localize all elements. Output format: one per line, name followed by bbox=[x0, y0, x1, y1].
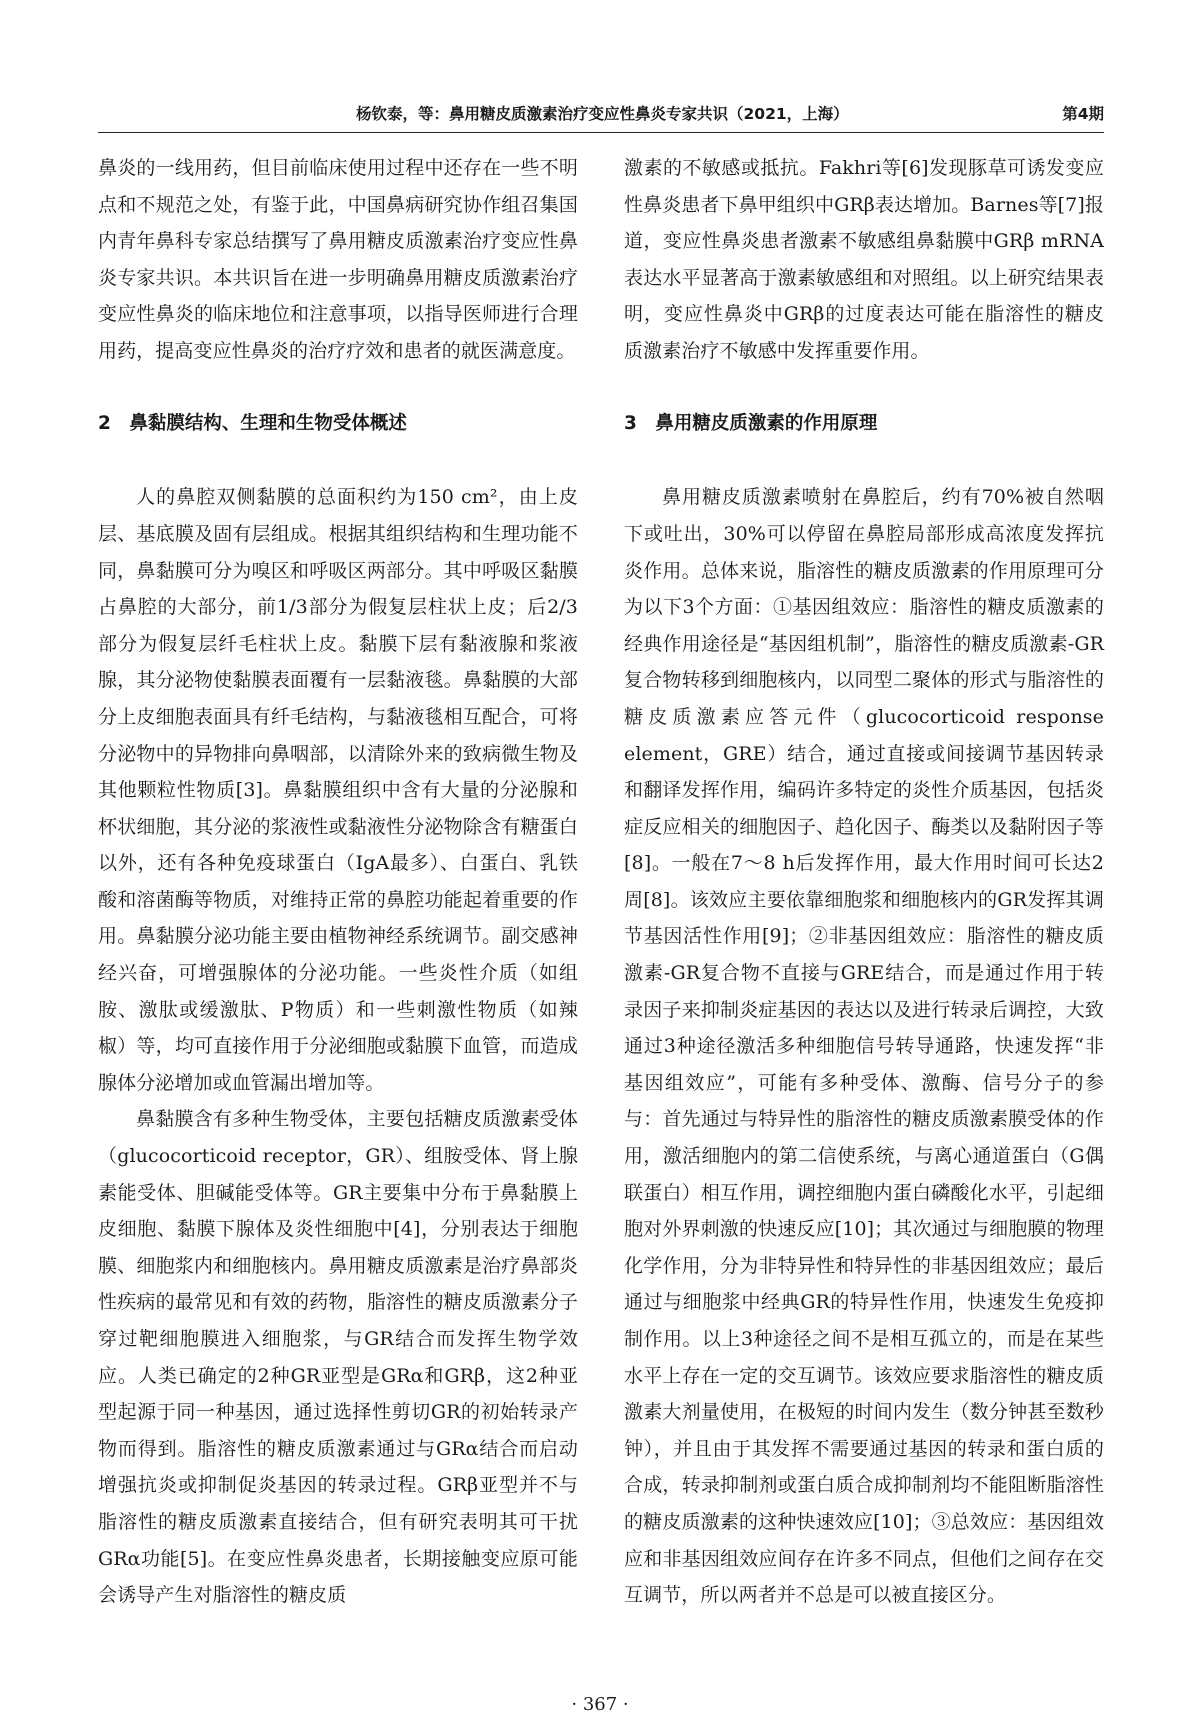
section-2-heading: 2 鼻黏膜结构、生理和生物受体概述 bbox=[98, 413, 407, 435]
gr-beta-continuation-paragraph: 激素的不敏感或抵抗。Fakhri等[6]发现豚草可诱发变应性鼻炎患者下鼻甲组织中GRβ表达增加。Barnes等[7]报道，变应性鼻炎患者激素不敏感组鼻黏膜中GRβ mRNA表达水平显著高于激素敏感组和对照组。以上研究结果表明，变应性鼻炎中GRβ的过度表达可能在脂溶性的糖皮质激素治疗不敏感中发挥重要作用。 bbox=[624, 157, 1104, 362]
page-number: · 367 · bbox=[571, 1694, 629, 1715]
running-header bbox=[98, 96, 1104, 133]
running-title: 杨钦泰，等：鼻用糖皮质激素治疗变应性鼻炎专家共识（2021，上海） bbox=[356, 105, 849, 123]
mucosa-structure-paragraph: 人的鼻腔双侧黏膜的总面积约为150 cm²，由上皮层、基底膜及固有层组成。根据其组织结构和生理功能不同，鼻黏膜可分为嗅区和呼吸区两部分。其中呼吸区黏膜占鼻腔的大部分，前1/3部分为假复层柱状上皮；后2/3部分为假复层纤毛柱状上皮。黏膜下层有黏液腺和浆液腺，其分泌物使黏膜表面覆有一层黏液毯。鼻黏膜的大部分上皮细胞表面具有纤毛结构，与黏液毯相互配合，可将分泌物中的异物排向鼻咽部，以清除外来的致病微生物及其他颗粒性物质[3]。鼻黏膜组织中含有大量的分泌腺和杯状细胞，其分泌的浆液性或黏液性分泌物除含有糖蛋白以外，还有各种免疫球蛋白（IgA最多）、白蛋白、乳铁酸和溶菌酶等物质，对维持正常的鼻腔功能起着重要的作用。鼻黏膜分泌功能主要由植物神经系统调节。副交感神经兴奋，可增强腺体的分泌功能。一些炎性介质（如组胺、激肽或缓激肽、P物质）和一些刺激性物质（如辣椒）等，均可直接作用于分泌细胞或黏膜下血管，而造成腺体分泌增加或血管漏出增加等。 bbox=[98, 486, 578, 1094]
mechanism-paragraph: 鼻用糖皮质激素喷射在鼻腔后，约有70%被自然咽下或吐出，30%可以停留在鼻腔局部形成高浓度发挥抗炎作用。总体来说，脂溶性的糖皮质激素的作用原理可分为以下3个方面：①基因组效应：脂溶性的糖皮质激素的经典作用途径是“基因组机制”，脂溶性的糖皮质激素-GR复合物转移到细胞核内，以同型二聚体的形式与脂溶性的糖皮质激素应答元件（glucocorticoid response element，GRE）结合，通过直接或间接调节基因转录和翻译发挥作用，编码许多特定的炎性介质基因，包括炎症反应相关的细胞因子、趋化因子、酶类以及黏附因子等[8]。一般在7～8 h后发挥作用，最大作用时间可长达2周[8]。该效应主要依靠细胞浆和细胞核内的GR发挥其调节基因活性作用[9]；②非基因组效应：脂溶性的糖皮质激素-GR复合物不直接与GRE结合，而是通过作用于转录因子来抑制炎症基因的表达以及进行转录后调控，大致通过3种途径激活多种细胞信号转导通路，快速发挥“非基因组效应”，可能有多种受体、激酶、信号分子的参与：首先通过与特异性的脂溶性的糖皮质激素膜受体的作用，激活细胞内的第二信使系统，与离心通道蛋白（G偶联蛋白）相互作用，调控细胞内蛋白磷酸化水平，引起细胞对外界刺激的快速反应[10]；其次通过与细胞膜的物理化学作用，分为非特异性和特异性的非基因组效应；最后通过与细胞浆中经典GR的特异性作用，快速发生免疫抑制作用。以上3种途径之间不是相互孤立的，而是在某些水平上存在一定的交互调节。该效应要求脂溶性的糖皮质激素大剂量使用，在极短的时间内发生（数分钟甚至数秒钟），并且由于其发挥不需要通过基因的转录和蛋白质的合成，转录抑制剂或蛋白质合成抑制剂均不能阻断脂溶性的糖皮质激素的这种快速效应[10]；③总效应：基因组效应和非基因组效应间存在许多不同点，但他们之间存在交互调节，所以两者并不总是可以被直接区分。 bbox=[624, 486, 1104, 1607]
right-column bbox=[624, 150, 1104, 1614]
intro-continuation-paragraph: 鼻炎的一线用药，但目前临床使用过程中还存在一些不明点和不规范之处，有鉴于此，中国鼻病研究协作组召集国内青年鼻科专家总结撰写了鼻用糖皮质激素治疗变应性鼻炎专家共识。本共识旨在进一步明确鼻用糖皮质激素治疗变应性鼻炎的临床地位和注意事项，以指导医师进行合理用药，提高变应性鼻炎的治疗疗效和患者的就医满意度。 bbox=[98, 157, 578, 362]
section-3-heading: 3 鼻用糖皮质激素的作用原理 bbox=[624, 413, 878, 435]
receptor-paragraph: 鼻黏膜含有多种生物受体，主要包括糖皮质激素受体（glucocorticoid receptor，GR）、组胺受体、肾上腺素能受体、胆碱能受体等。GR主要集中分布于鼻黏膜上皮细胞、黏膜下腺体及炎性细胞中[4]，分别表达于细胞膜、细胞浆内和细胞核内。鼻用糖皮质激素是治疗鼻部炎性疾病的最常见和有效的药物，脂溶性的糖皮质激素分子穿过靶细胞膜进入细胞浆，与GR结合而发挥生物学效应。人类已确定的2种GR亚型是GRα和GRβ，这2种亚型起源于同一种基因，通过选择性剪切GR的初始转录产物而得到。脂溶性的糖皮质激素通过与GRα结合而启动增强抗炎或抑制促炎基因的转录过程。GRβ亚型并不与脂溶性的糖皮质激素直接结合，但有研究表明其可干扰GRα功能[5]。在变应性鼻炎患者，长期接触变应原可能会诱导产生对脂溶性的糖皮质 bbox=[98, 1108, 578, 1607]
issue-number: 第4期 bbox=[1062, 105, 1104, 123]
left-column bbox=[98, 150, 578, 1614]
